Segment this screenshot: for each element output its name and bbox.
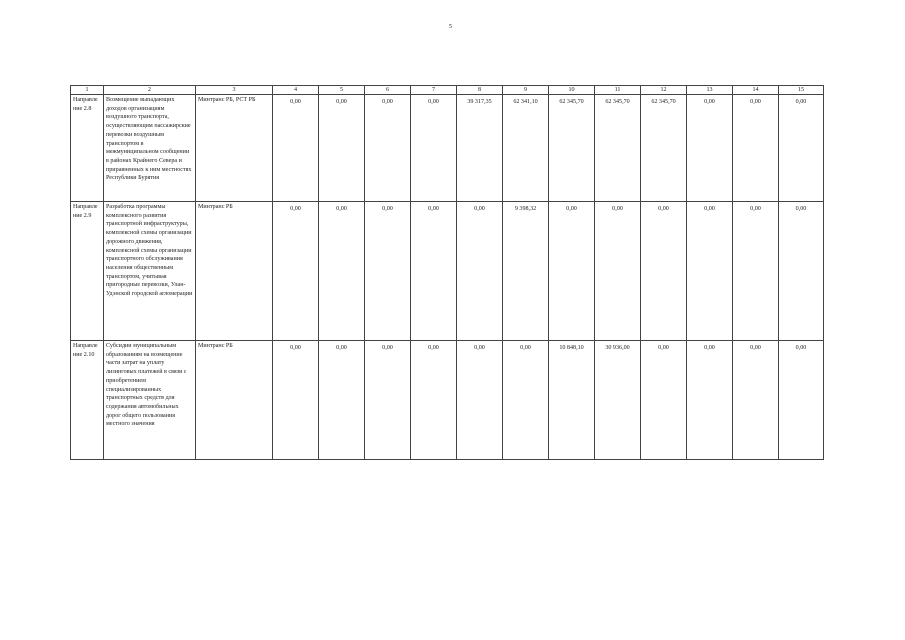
column-header: 12 (641, 86, 687, 95)
column-header: 7 (411, 86, 457, 95)
column-header: 5 (319, 86, 365, 95)
table-row (71, 202, 824, 341)
row-value: 0,00 (795, 345, 807, 351)
row-value-cell (273, 95, 319, 202)
row-value-cell (779, 95, 824, 202)
row-value: 0,00 (704, 99, 715, 105)
row-code: Направле ние 2.8 (71, 95, 104, 202)
row-value-cell (687, 202, 733, 341)
table-row (71, 341, 824, 460)
row-value: 0,00 (658, 206, 669, 212)
row-code: Направле ние 2.9 (71, 202, 104, 341)
row-value-cell (641, 341, 687, 460)
row-value-cell (273, 341, 319, 460)
row-value: 0,00 (750, 345, 761, 351)
column-header: 6 (365, 86, 411, 95)
row-value: 0,00 (520, 345, 531, 351)
row-value-cell (457, 95, 503, 202)
row-value-cell (319, 341, 365, 460)
row-value: 0,00 (382, 99, 393, 105)
row-value: 0,00 (474, 345, 485, 351)
row-value: 0,00 (428, 345, 439, 351)
row-value-cell (411, 95, 457, 202)
row-value-cell (687, 341, 733, 460)
column-header: 3 (196, 86, 273, 95)
row-value-cell (733, 341, 779, 460)
row-value-cell (595, 341, 641, 460)
row-value: 0,00 (750, 206, 761, 212)
row-value: 0,00 (336, 345, 347, 351)
row-value-cell (503, 202, 549, 341)
column-header: 15 (779, 86, 824, 95)
column-header: 4 (273, 86, 319, 95)
row-value-cell (733, 95, 779, 202)
row-value: 0,00 (336, 99, 347, 105)
row-value-cell (549, 341, 595, 460)
row-value: 0,00 (750, 99, 761, 105)
row-value-cell (733, 202, 779, 341)
row-value-cell (549, 202, 595, 341)
row-value-cell (319, 202, 365, 341)
row-value: 0,00 (704, 206, 715, 212)
row-value-cell (641, 202, 687, 341)
row-value-cell (365, 341, 411, 460)
row-value: 0,00 (566, 206, 577, 212)
column-header: 14 (733, 86, 779, 95)
row-value-cell (503, 341, 549, 460)
row-value-cell (687, 95, 733, 202)
row-value: 0,00 (382, 345, 393, 351)
row-value: 62 345,70 (559, 99, 584, 105)
row-value-cell (549, 95, 595, 202)
row-value-cell (457, 341, 503, 460)
row-value: 0,00 (290, 206, 301, 212)
row-value: 62 345,70 (651, 99, 676, 105)
row-value-cell (779, 341, 824, 460)
row-value-cell (595, 95, 641, 202)
column-header: 13 (687, 86, 733, 95)
row-value: 0,00 (428, 206, 439, 212)
column-header: 9 (503, 86, 549, 95)
row-value-cell (319, 95, 365, 202)
row-executor: Минтранс РБ (196, 202, 273, 341)
row-code: Направле ние 2.10 (71, 341, 104, 460)
column-header: 10 (549, 86, 595, 95)
column-header: 1 (71, 86, 104, 95)
row-value: 0,00 (658, 345, 669, 351)
row-value-cell (457, 202, 503, 341)
row-value: 0,00 (474, 206, 485, 212)
row-description: Возмещение выпадающих доходов организациям воздушного транспорта, осуществляющим пассажирские перевозки воздушным транспортом в межмуниципальном сообщении в районах Крайнего Севера и приравненных к ним местностях Республики Бурятия (104, 95, 196, 202)
row-value-cell (411, 202, 457, 341)
table-row (71, 95, 824, 202)
row-value: 10 848,10 (559, 345, 584, 351)
budget-table (70, 85, 824, 460)
row-value: 9 398,32 (514, 206, 537, 212)
header-row (71, 86, 824, 95)
row-value-cell (641, 95, 687, 202)
row-value-cell (411, 341, 457, 460)
row-value: 0,00 (795, 99, 807, 105)
row-description: Субсидии муниципальным образованиям на возмещение части затрат на уплату лизинговых платежей в связи с приобретением специализированных транспортных средств для содержания автомобильных дорог общего пользования местного значения (104, 341, 196, 460)
row-value-cell (365, 95, 411, 202)
row-value: 39 317,35 (467, 99, 492, 105)
row-description: Разработка программы комплексного развития транспортной инфраструктуры, комплексной схемы организации дорожного движения, комплексной схемы организации транспортного обслуживания населения общественным транспортом, учитывая пригородные перевозки, Улан-Удэнской городской агломерации (104, 202, 196, 341)
column-header: 11 (595, 86, 641, 95)
row-value: 62 345,70 (605, 99, 630, 105)
row-value-cell (365, 202, 411, 341)
row-value: 30 936,00 (605, 345, 630, 351)
column-header: 8 (457, 86, 503, 95)
row-value: 0,00 (290, 345, 301, 351)
row-value-cell (273, 202, 319, 341)
page-number: 5 (449, 24, 452, 30)
row-value-cell (503, 95, 549, 202)
row-value: 0,00 (612, 206, 623, 212)
row-executor: Минтранс РБ, РСТ РБ (196, 95, 273, 202)
row-value: 0,00 (336, 206, 347, 212)
row-value: 62 341,10 (513, 99, 538, 105)
column-header: 2 (104, 86, 196, 95)
row-value: 0,00 (428, 99, 439, 105)
row-value: 0,00 (382, 206, 393, 212)
row-value: 0,00 (704, 345, 715, 351)
row-executor: Минтранс РБ (196, 341, 273, 460)
row-value-cell (779, 202, 824, 341)
row-value: 0,00 (290, 99, 301, 105)
row-value-cell (595, 202, 641, 341)
row-value: 0,00 (795, 206, 807, 212)
